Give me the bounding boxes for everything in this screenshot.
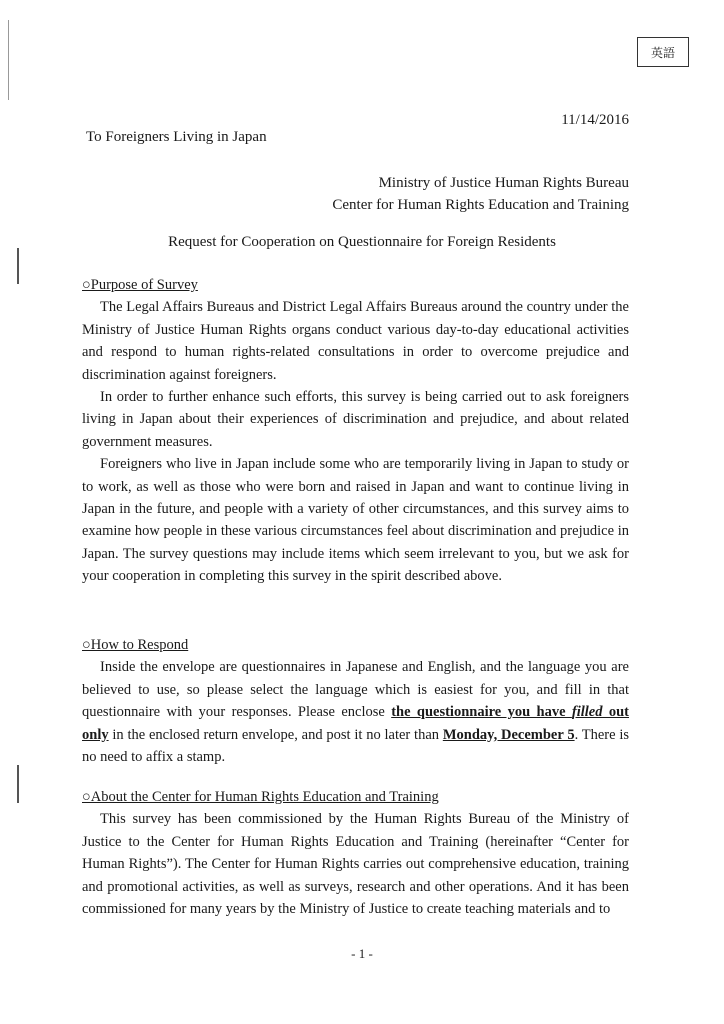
text-run: out only <box>82 704 629 743</box>
scan-artifact <box>17 765 19 803</box>
section-heading: ○How to Respond <box>82 637 189 653</box>
section-about-center <box>82 786 629 920</box>
sender-line-1: Ministry of Justice Human Rights Bureau <box>378 175 629 191</box>
scan-artifact <box>8 20 9 100</box>
section-heading: ○About the Center for Human Rights Education and Training <box>82 789 439 805</box>
text-run: in the enclosed return envelope, and post it no later than <box>108 726 443 743</box>
sender-line-2: Center for Human Rights Education and Training <box>332 197 629 213</box>
document-title: Request for Cooperation on Questionnaire for Foreign Residents <box>168 234 556 250</box>
paragraph: The Legal Affairs Bureaus and District Legal Affairs Bureaus around the country under the Ministry of Justice Human Rights organs conduct various day-to-day educational activities and respond to human rights-related consultations in order to overcome prejudice and discrimination against foreigners. <box>82 299 629 383</box>
paragraph <box>82 656 629 768</box>
section-how-to-respond <box>82 634 629 768</box>
text-run: . There is no need to affix a stamp. <box>82 726 630 766</box>
scan-artifact <box>17 248 19 284</box>
paragraph: This survey has been commissioned by the Human Rights Bureau of the Ministry of Justice to the Center for Human Rights Education and Training (hereinafter “Center for Human Rights”). The Center for Human Rights carries out comprehensive education, training and promotional activities, as well as surveys, research and other operations. And it has been commissioned for many years by the Ministry of Justice to create teaching materials and to <box>82 811 629 918</box>
emphasis-deadline: Monday, December 5 <box>442 726 575 743</box>
text-run: the questionnaire you have <box>391 704 572 721</box>
addressee: To Foreigners Living in Japan <box>86 129 267 145</box>
language-tag: 英語 <box>637 37 689 67</box>
section-purpose <box>82 274 629 588</box>
section-heading: ○Purpose of Survey <box>82 277 198 293</box>
paragraph: Foreigners who live in Japan include some who are temporarily living in Japan to study or to work, as well as those who were born and raised in Japan and want to continue living in Japan in the future, and people with a variety of other circumstances, and this survey aims to examine how people in these various circumstances feel about discrimination and prejudice in Japan. The survey questions may include items which seem irrelevant to you, but we ask for your cooperation in completing this survey in the spirit described above. <box>82 456 629 585</box>
paragraph: In order to further enhance such efforts, this survey is being carried out to ask foreigners living in Japan about their experiences of discrimination and prejudice, and about related government measures. <box>82 389 629 450</box>
sender-block <box>332 172 629 216</box>
text-run: filled <box>571 704 603 721</box>
text-run: Inside the envelope are questionnaires in Japanese and English, and the language you are believed to use, so please select the language which is easiest for you, and fill in that questionnaire with your responses. Please enclose <box>82 659 629 721</box>
document-date: 11/14/2016 <box>561 112 629 128</box>
page-number: - 1 - <box>351 946 373 961</box>
